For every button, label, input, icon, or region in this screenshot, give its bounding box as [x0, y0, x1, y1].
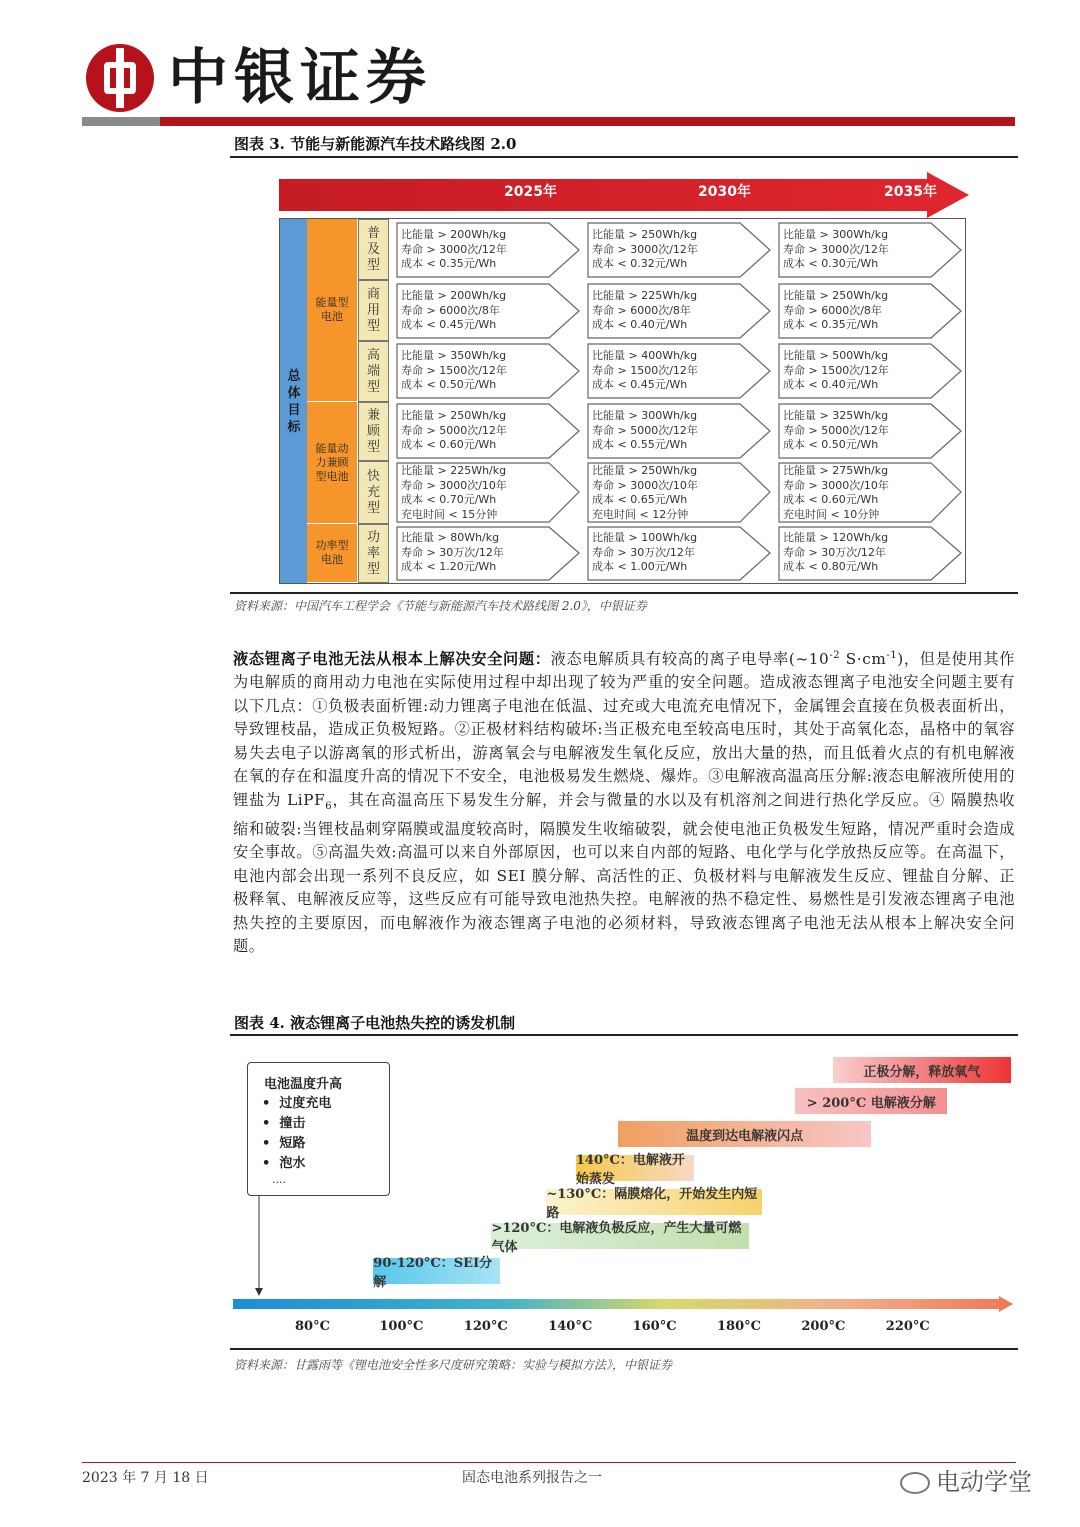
cell-line: 比能量 > 400Wh/kg	[592, 349, 698, 362]
figure4-rule	[230, 1034, 1018, 1036]
body-paragraph	[233, 644, 1015, 958]
header-rule-red	[160, 117, 1015, 126]
cell-line: 成本 < 0.32元/Wh	[592, 257, 688, 270]
cell-line: 充电时间 < 10分钟	[783, 507, 880, 521]
cell-line: 成本 < 0.60元/Wh	[401, 438, 497, 451]
cell-line: 寿命 > 5000次/12年	[401, 423, 507, 437]
subtype-power	[358, 524, 389, 583]
watermark-label: 电动学堂	[936, 1468, 1032, 1496]
reaction-bar-label: 140°C：电解液开始蒸发	[575, 1153, 685, 1187]
category-balanced	[307, 402, 357, 524]
subtype-label: 高端型	[366, 347, 380, 395]
cell-line: 寿命 > 3000次/12年	[783, 242, 889, 256]
cell-line: 寿命 > 30万次/12年	[783, 545, 886, 559]
reaction-bar	[795, 1088, 947, 1114]
figure4-title: 图表 4. 液态锂离子电池热失控的诱发机制	[234, 1014, 516, 1032]
figure4-source: 资料来源：甘露雨等《锂电池安全性多尺度研究策略：实验与模拟方法》，中银证券	[234, 1358, 673, 1372]
category-energy	[307, 219, 357, 402]
roadmap-cell	[587, 222, 771, 278]
paragraph-text: ，其在高温高压下易发生分解，并会与微量的水以及有机溶剂之间进行热化学反应。④ 隔膜热收缩和破裂:当锂枝晶刺穿隔膜或温度较高时，隔膜发生收缩破裂，就会使电池正负极发生短路，情况严重时会造成安全事故。⑤高温失效:高温可以来自外部原因，也可以来自内部的短路、电化学与化学放热反应等。在高温下，电池内部会出现一系列不良反应，如 SEI 膜分解、高活性的正、负极材料与电解液发生反应、锂盐自分解、正极释氧、电解液反应等，这些反应有可能导致电池热失控。电解液的热不稳定性、易燃性是引发液态锂离子电池热失控的主要原因，而电解液作为液态锂离子电池的必须材料，导致液态锂离子电池无法从根本上解决安全问题。	[233, 790, 1016, 955]
roadmap-cell	[587, 283, 771, 339]
cell-line: 成本 < 0.65元/Wh	[592, 493, 688, 506]
trigger-item-label: 过度充电	[279, 1096, 332, 1111]
timeline-arrow	[279, 172, 969, 218]
footer-date: 2023 年 7 月 18 日	[82, 1470, 209, 1486]
cell-line: 寿命 > 3000次/12年	[592, 242, 698, 256]
axis-tick-label: 120°C	[463, 1319, 508, 1334]
subtype-label: 普及型	[366, 225, 380, 273]
cell-line: 寿命 > 30万次/12年	[592, 545, 695, 559]
cell-line: 比能量 > 300Wh/kg	[783, 228, 889, 241]
cell-line: 比能量 > 250Wh/kg	[592, 464, 698, 477]
cell-line: 比能量 > 80Wh/kg	[401, 531, 500, 544]
cell-line: 成本 < 0.45元/Wh	[401, 318, 497, 331]
roadmap-cell	[396, 343, 580, 399]
cell-line: 比能量 > 250Wh/kg	[401, 409, 507, 422]
cell-line: 成本 < 1.20元/Wh	[401, 560, 497, 573]
axis-tick-label: 80°C	[295, 1319, 330, 1334]
cell-line: 比能量 > 350Wh/kg	[401, 349, 507, 362]
axis-tick-label: 200°C	[801, 1319, 846, 1334]
roadmap-cell	[396, 526, 580, 581]
reaction-bar	[373, 1256, 500, 1290]
cell-line: 寿命 > 3000次/10年	[592, 478, 698, 492]
cell-line: 成本 < 0.30元/Wh	[783, 257, 879, 270]
reaction-bar-label: > 200°C 电解液分解	[806, 1095, 936, 1111]
subtype-label: 快充型	[366, 468, 380, 516]
figure3-rule	[230, 156, 1018, 158]
subtype-label: 功率型	[366, 529, 380, 577]
cell-line: 成本 < 0.50元/Wh	[783, 438, 879, 451]
reaction-bar	[618, 1121, 871, 1147]
cell-line: 成本 < 1.00元/Wh	[592, 560, 688, 573]
trigger-item-label: 撞击	[279, 1116, 306, 1131]
axis-tick-label: 160°C	[632, 1319, 677, 1334]
cell-line: 成本 < 0.70元/Wh	[401, 493, 497, 506]
subtype-commercial	[358, 280, 389, 341]
cell-line: 寿命 > 6000次/8年	[592, 303, 691, 317]
reaction-bar-label: 正极分解，释放氧气	[863, 1064, 981, 1080]
paragraph-sub: 6	[325, 800, 333, 812]
cell-line: 充电时间 < 15分钟	[401, 507, 498, 521]
cell-line: 比能量 > 500Wh/kg	[783, 349, 889, 362]
figure4-bottom-rule	[230, 1348, 1018, 1350]
year-2035: 2035年	[884, 184, 937, 200]
roadmap-cell	[587, 343, 771, 399]
cell-line: 寿命 > 5000次/12年	[783, 423, 889, 437]
roadmap-cell	[778, 343, 962, 399]
temperature-axis	[233, 1296, 1015, 1312]
trigger-more: ....	[272, 1173, 286, 1186]
cell-line: 成本 < 0.45元/Wh	[592, 378, 688, 391]
cell-line: 比能量 > 275Wh/kg	[783, 464, 889, 477]
cell-line: 比能量 > 300Wh/kg	[592, 409, 698, 422]
roadmap-cell	[396, 403, 580, 459]
axis-tick-label: 220°C	[885, 1319, 930, 1334]
roadmap-cell	[778, 222, 962, 278]
reaction-bar	[575, 1153, 694, 1187]
reaction-bar-label: >120°C：电解液负极反应，产生大量可燃气体	[491, 1221, 742, 1255]
footer-rule	[82, 1462, 1016, 1463]
paragraph-sup: -2	[829, 650, 841, 661]
cell-line: 成本 < 0.50元/Wh	[401, 378, 497, 391]
cell-line: 寿命 > 6000次/8年	[783, 303, 882, 317]
bullet-icon: •	[262, 1136, 271, 1151]
trigger-item	[262, 1092, 331, 1111]
cell-line: 成本 < 0.40元/Wh	[592, 318, 688, 331]
category-label: 功率型电池	[315, 539, 349, 566]
cell-line: 比能量 > 325Wh/kg	[783, 409, 889, 422]
trigger-arrow	[252, 1196, 266, 1300]
trigger-item	[262, 1112, 305, 1131]
roadmap-cell	[396, 462, 580, 523]
cell-line: 比能量 > 200Wh/kg	[401, 228, 507, 241]
subtype-balanced	[358, 402, 389, 461]
cell-line: 成本 < 0.60元/Wh	[783, 493, 879, 506]
figure3-source: 资料来源：中国汽车工程学会《节能与新能源汽车技术路线图 2.0》，中银证券	[234, 599, 647, 613]
cell-line: 成本 < 0.35元/Wh	[401, 257, 497, 270]
reaction-bar	[491, 1221, 748, 1255]
reaction-bar	[833, 1057, 1010, 1083]
roadmap-cell	[587, 403, 771, 459]
watermark	[900, 1462, 1032, 1497]
roadmap-cell	[587, 526, 771, 581]
trigger-box-title: 电池温度升高	[264, 1077, 343, 1092]
cell-line: 比能量 > 250Wh/kg	[783, 289, 889, 302]
subtype-label: 兼顾型	[366, 407, 380, 455]
axis-tick-label: 140°C	[548, 1319, 593, 1334]
trigger-item	[262, 1152, 305, 1171]
cell-line: 寿命 > 3000次/10年	[401, 478, 507, 492]
trigger-item-label: 泡水	[279, 1156, 306, 1171]
cell-line: 寿命 > 3000次/10年	[783, 478, 889, 492]
bullet-icon: •	[262, 1096, 271, 1111]
subtype-label: 商用型	[366, 286, 380, 334]
roadmap-cell	[396, 222, 580, 278]
category-label: 能量动力兼顾型电池	[315, 441, 349, 483]
figure3-title: 图表 3. 节能与新能源汽车技术路线图 2.0	[234, 135, 517, 153]
trigger-item	[262, 1132, 305, 1151]
paragraph-sup: -1	[886, 650, 898, 661]
roadmap-cell	[778, 526, 962, 581]
roadmap-cell	[396, 283, 580, 339]
reaction-bar-label: 温度到达电解液闪点	[686, 1128, 804, 1144]
cell-line: 比能量 > 120Wh/kg	[783, 531, 889, 544]
cell-line: 寿命 > 3000次/12年	[401, 242, 507, 256]
year-2030: 2030年	[698, 184, 751, 200]
paragraph-text: S·cm	[840, 650, 887, 669]
category-label: 能量型电池	[315, 296, 349, 323]
reaction-bar-label: 90-120°C：SEI分解	[373, 1256, 493, 1290]
cell-line: 寿命 > 30万次/12年	[401, 545, 504, 559]
cell-line: 充电时间 < 12分钟	[592, 507, 689, 521]
cell-line: 寿命 > 1500次/12年	[783, 363, 889, 377]
cell-line: 比能量 > 250Wh/kg	[592, 228, 698, 241]
reaction-bar-label: ~130°C：隔膜熔化，开始发生内短路	[546, 1187, 758, 1221]
cell-line: 比能量 > 100Wh/kg	[592, 531, 698, 544]
brand-name: 中银证券	[168, 43, 432, 113]
reaction-bar	[546, 1187, 761, 1221]
bullet-icon: •	[262, 1156, 271, 1171]
bullet-icon: •	[262, 1116, 271, 1131]
cell-line: 成本 < 0.40元/Wh	[783, 378, 879, 391]
roadmap-cell	[778, 462, 962, 523]
paragraph-lead: 液态锂离子电池无法从根本上解决安全问题：	[233, 650, 551, 669]
wechat-icon	[900, 1472, 930, 1494]
axis-tick-label: 180°C	[717, 1319, 761, 1334]
cell-line: 寿命 > 5000次/12年	[592, 423, 698, 437]
paragraph-text: )，但是使用其作为电解质的商用动力电池在实际使用过程中却出现了较为严重的安全问题。造成液态锂离子电池安全问题主要有以下几点：①负极表面析锂:动力锂离子电池在低温、过充或大电流充电情况下，金属锂会直接在负极表面析出，导致锂枝晶，造成正负极短路。②正极材料结构破坏:当正极充电至较高电压时，其处于高氧化态，晶格中的氧容易失去电子以游离氧的形式析出，游离氧会与电解液发生氧化反应，放出大量的热，而且低着火点的有机电解液在氧的存在和温度升高的情况下不安全，电池极易发生燃烧、爆炸。③电解液高温高压分解:液态电解液所使用的锂盐为 LiPF	[233, 650, 1016, 809]
year-2025: 2025年	[504, 184, 557, 200]
footer-series: 固态电池系列报告之一	[462, 1470, 602, 1486]
header-rule-grey	[82, 117, 160, 126]
cell-line: 成本 < 0.35元/Wh	[783, 318, 879, 331]
cell-line: 成本 < 0.55元/Wh	[592, 438, 688, 451]
overall-target-label: 总体目标	[287, 369, 301, 435]
figure3-bottom-rule	[230, 592, 1018, 594]
subtype-fast-charge	[358, 461, 389, 524]
roadmap-cell	[778, 283, 962, 339]
cell-line: 比能量 > 225Wh/kg	[401, 464, 507, 477]
trigger-item-label: 短路	[279, 1136, 306, 1151]
cell-line: 比能量 > 200Wh/kg	[401, 289, 507, 302]
category-power	[307, 524, 357, 583]
roadmap-cell	[778, 403, 962, 459]
cell-line: 寿命 > 6000次/8年	[401, 303, 500, 317]
subtype-popular	[358, 219, 389, 280]
boc-logo-bar	[116, 48, 124, 108]
paragraph-text: 液态电解质具有较高的离子电导率(~10	[550, 650, 830, 669]
cell-line: 比能量 > 225Wh/kg	[592, 289, 698, 302]
subtype-high-end	[358, 341, 389, 402]
cell-line: 寿命 > 1500次/12年	[401, 363, 507, 377]
roadmap-cell	[587, 462, 771, 523]
cell-line: 寿命 > 1500次/12年	[592, 363, 698, 377]
cell-line: 成本 < 0.80元/Wh	[783, 560, 879, 573]
axis-tick-label: 100°C	[379, 1319, 424, 1334]
